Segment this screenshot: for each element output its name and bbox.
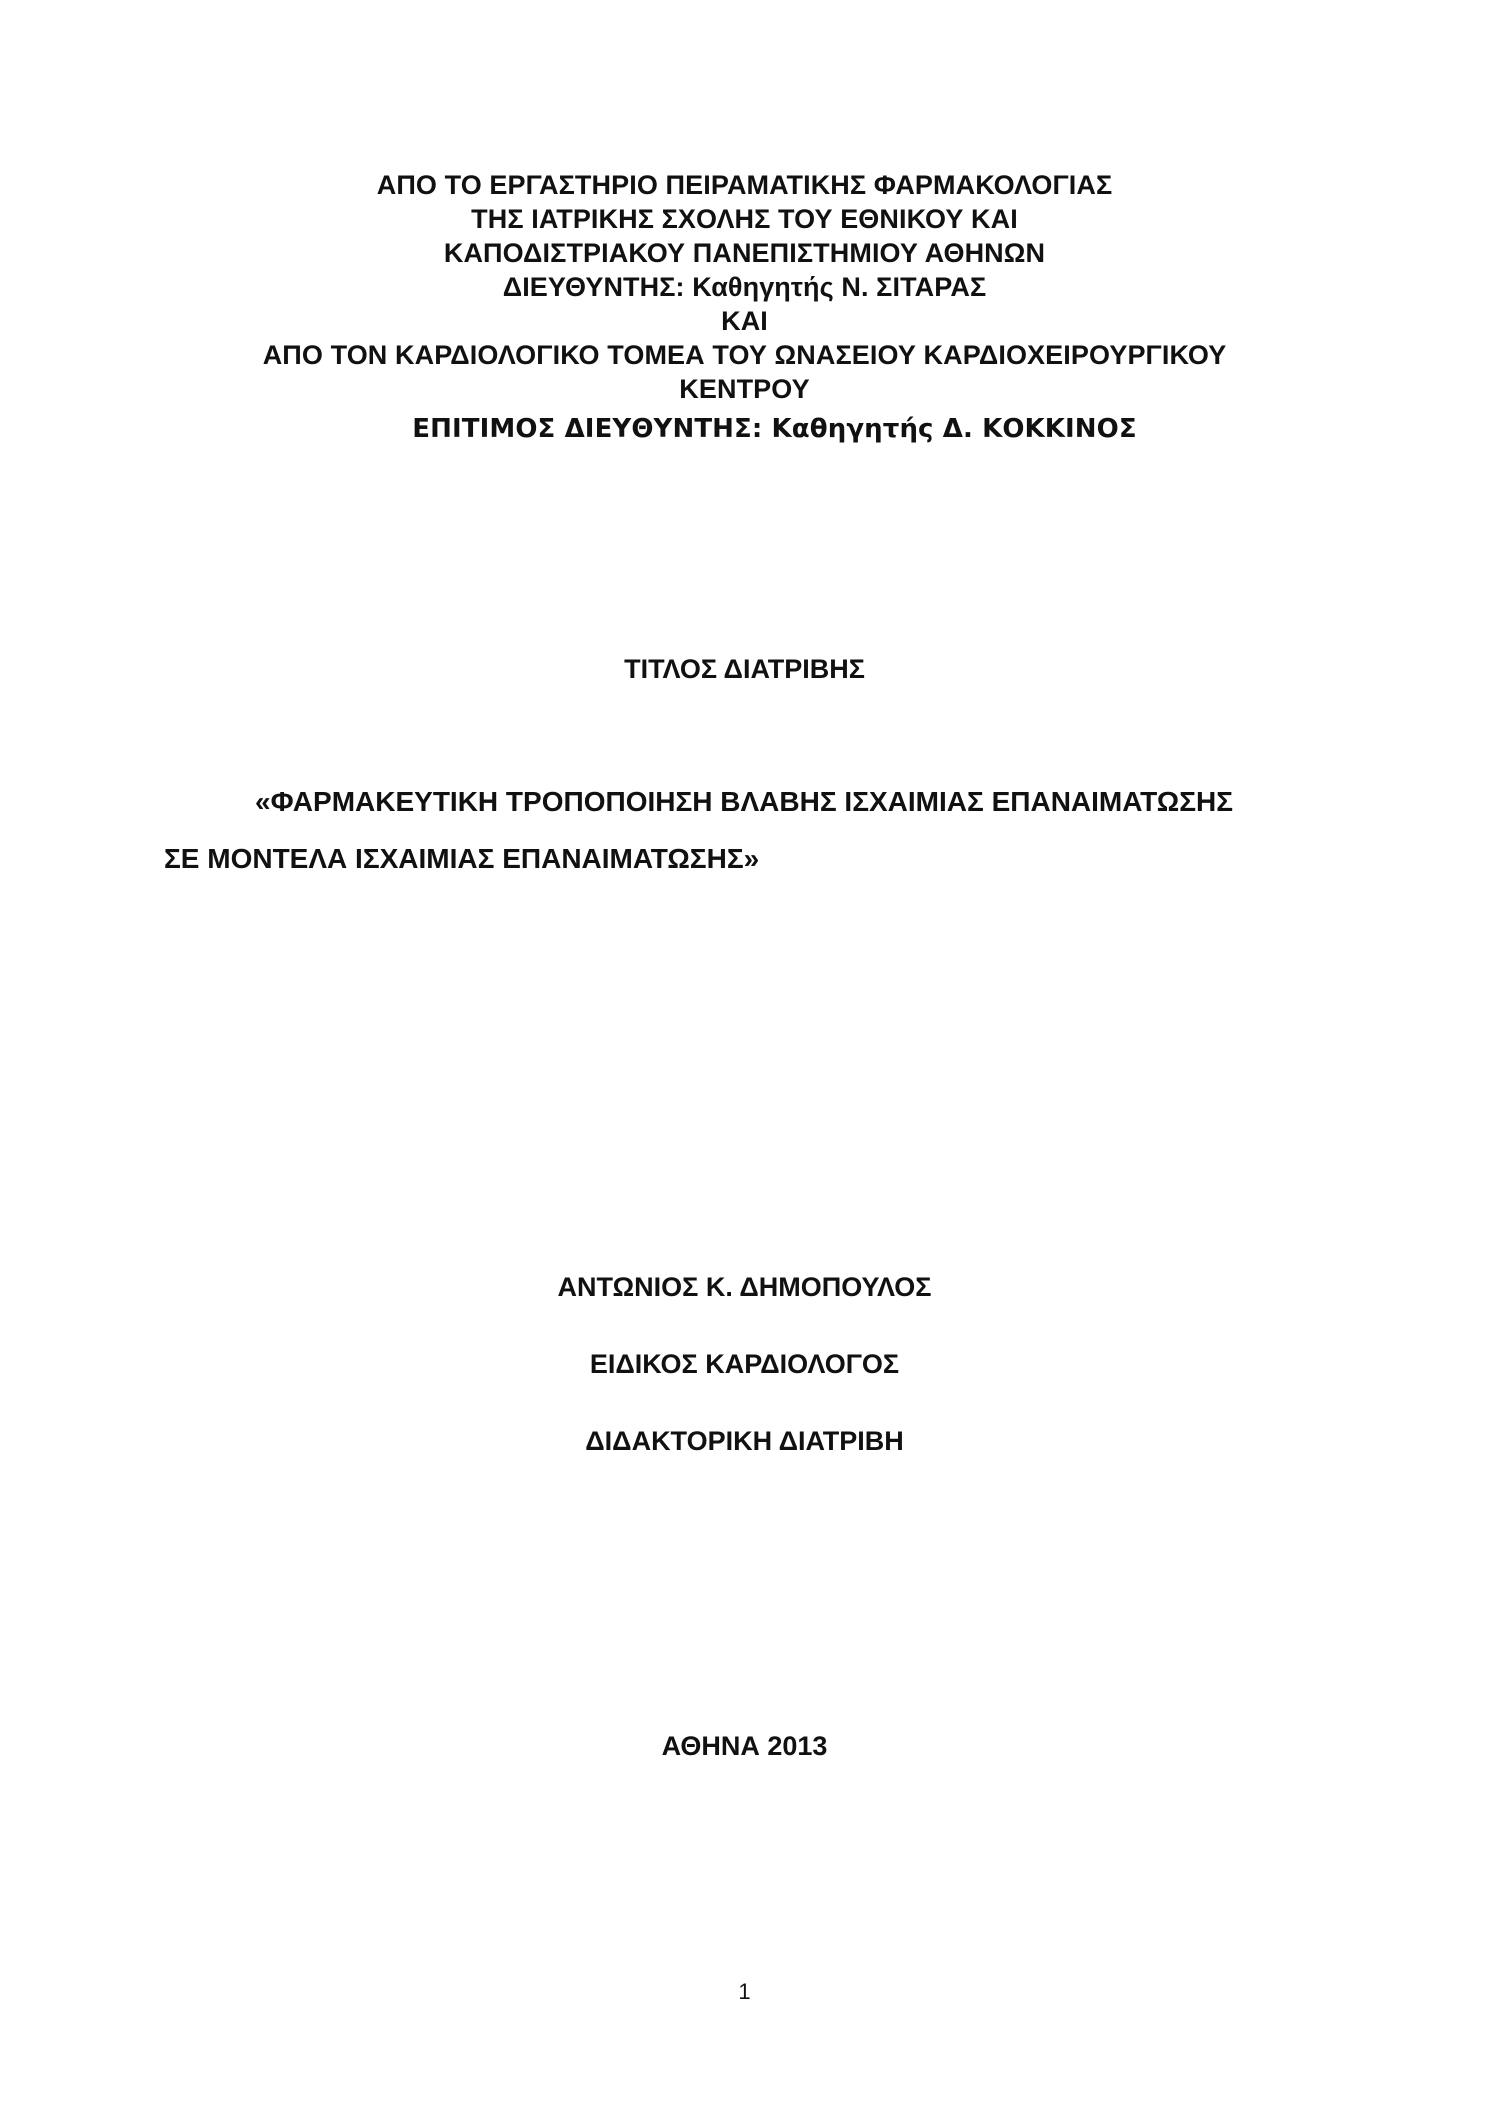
header-line-school: ΤΗΣ ΙΑΤΡΙΚΗΣ ΣΧΟΛΗΣ ΤΟΥ ΕΘΝΙΚΟΥ ΚΑΙ: [471, 204, 1018, 234]
thesis-title-heading: ΤΙΤΛΟΣ ΔΙΑΤΡΙΒΗΣ: [624, 654, 865, 684]
header-line-and: ΚΑΙ: [721, 306, 768, 336]
header-line-cardiology-dept: ΑΠΟ ΤΟΝ ΚΑΡΔΙΟΛΟΓΙΚΟ ΤΟΜΕΑ ΤΟΥ ΩΝΑΣΕΙΟΥ ΚΑΡΔΙΟΧΕΙΡΟΥΡΓΙΚΟΥ: [262, 340, 1227, 370]
header-line-center: ΚΕΝΤΡΟΥ: [679, 374, 810, 404]
header-line-director: ΔΙΕΥΘΥΝΤΗΣ: Καθηγητής Ν. ΣΙΤΑΡΑΣ: [502, 272, 987, 302]
author-specialty: ΕΙΔΙΚΟΣ ΚΑΡΔΙΟΛΟΓΟΣ: [589, 1349, 900, 1379]
header-line-lab: ΑΠΟ ΤΟ ΕΡΓΑΣΤΗΡΙΟ ΠΕΙΡΑΜΑΤΙΚΗΣ ΦΑΡΜΑΚΟΛΟΓΙΑΣ: [376, 170, 1113, 200]
header-line-honorary-director: ΕΠΙΤΙΜΟΣ ΔΙΕΥΘΥΝΤΗΣ: Καθηγητής Δ. ΚΟΚΚΙΝΟΣ: [412, 414, 1137, 444]
thesis-title-line-1: «ΦΑΡΜΑΚΕΥΤΙΚΗ ΤΡΟΠΟΠΟΙΗΣΗ ΒΛΑΒΗΣ ΙΣΧΑΙΜΙΑΣ ΕΠΑΝΑΙΜΑΤΩΣΗΣ: [255, 786, 1234, 817]
thesis-title-line-2: ΣΕ ΜΟΝΤΕΛΑ ΙΣΧΑΙΜΙΑΣ ΕΠΑΝΑΙΜΑΤΩΣΗΣ»: [164, 843, 760, 874]
document-type: ΔΙΔΑΚΤΟΡΙΚΗ ΔΙΑΤΡΙΒΗ: [585, 1426, 904, 1456]
page-number: 1: [738, 1979, 751, 2004]
place-year: ΑΘΗΝΑ 2013: [661, 1731, 828, 1761]
author-name: ΑΝΤΩΝΙΟΣ Κ. ΔΗΜΟΠΟΥΛΟΣ: [557, 1272, 932, 1302]
header-line-university: ΚΑΠΟΔΙΣΤΡΙΑΚΟΥ ΠΑΝΕΠΙΣΤΗΜΙΟΥ ΑΘΗΝΩΝ: [443, 238, 1046, 268]
